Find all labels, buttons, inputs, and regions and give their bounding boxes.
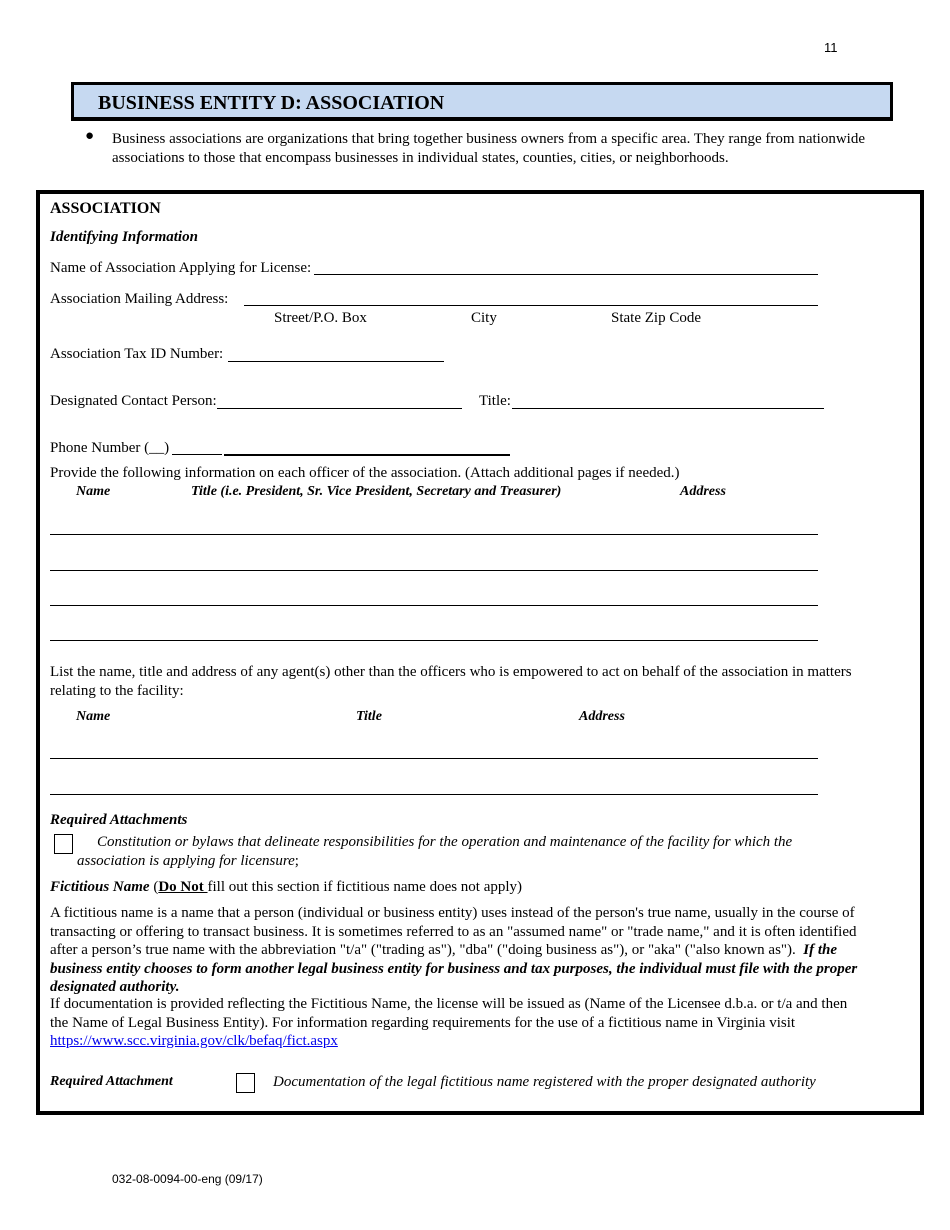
- officers-col-address: Address: [680, 484, 726, 499]
- contact-person-label: Designated Contact Person:: [50, 393, 217, 409]
- contact-person-field[interactable]: [217, 408, 462, 409]
- street-label: Street/P.O. Box: [274, 310, 367, 326]
- agent-line-1[interactable]: [50, 758, 818, 759]
- fictitious-name-heading: Fictitious Name (Do Not fill out this section if fictitious name does not apply): [50, 879, 523, 895]
- agents-col-address: Address: [579, 709, 625, 724]
- officer-line-3[interactable]: [50, 605, 818, 606]
- identifying-heading: Identifying Information: [50, 229, 198, 245]
- association-name-field[interactable]: [314, 274, 818, 275]
- page-number: 11: [824, 40, 838, 55]
- title-label: Title:: [479, 393, 511, 409]
- form-heading: ASSOCIATION: [50, 200, 161, 217]
- tax-id-label: Association Tax ID Number:: [50, 346, 224, 362]
- phone-label: Phone Number (__): [50, 440, 170, 456]
- constitution-text: Constitution or bylaws that delineate responsibilities for the operation and maintenance of the facility for which the association is applying for licensure;: [77, 834, 793, 869]
- officer-line-4[interactable]: [50, 640, 818, 641]
- officer-line-1[interactable]: [50, 534, 818, 535]
- officers-col-title: Title (i.e. President, Sr. Vice President, Secretary and Treasurer): [191, 484, 562, 499]
- title-field[interactable]: [512, 408, 824, 409]
- association-name-label: Name of Association Applying for License:: [50, 260, 312, 276]
- form-number: 032-08-0094-00-eng (09/17): [112, 1172, 263, 1186]
- fictitious-name-link[interactable]: https://www.scc.virginia.gov/clk/befaq/fict.aspx: [50, 1033, 338, 1049]
- required-attachment-label: Required Attachment: [50, 1074, 173, 1089]
- phone-field-prefix[interactable]: [172, 454, 222, 455]
- section-title-bar: [71, 82, 893, 121]
- tax-id-field[interactable]: [228, 361, 444, 362]
- state-zip-label: State Zip Code: [611, 310, 701, 326]
- city-label: City: [471, 310, 497, 326]
- agents-col-title: Title: [356, 709, 382, 724]
- officer-line-2[interactable]: [50, 570, 818, 571]
- phone-field[interactable]: [224, 454, 510, 456]
- intro-text: Business associations are organizations that bring together business owners from a specific area. They range from nationwide associations to those that encompass businesses in individual states, counties, cities, or neighborhoods.: [112, 131, 865, 166]
- bullet-icon: ●: [85, 128, 95, 144]
- fictitious-doc-checkbox[interactable]: [236, 1073, 255, 1093]
- required-attachments-heading: Required Attachments: [50, 812, 188, 828]
- page-title: BUSINESS ENTITY D: ASSOCIATION: [98, 92, 445, 114]
- agent-line-2[interactable]: [50, 794, 818, 795]
- officers-col-name: Name: [76, 484, 111, 499]
- agents-instruction: List the name, title and address of any agent(s) other than the officers who is empowered to act on behalf of the association in matters relating to the facility:: [50, 664, 852, 699]
- officers-instruction: Provide the following information on each officer of the association. (Attach additional pages if needed.): [50, 465, 680, 481]
- fictitious-license-info: If documentation is provided reflecting the Fictitious Name, the license will be issued as (Name of the Licensee d.b.a. or t/a and then the Name of Legal Business Entity). For information regarding requirements for the use of a fictitious name in Virginia visit https://www.scc.virginia.gov/clk/befaq/fict.aspx: [50, 996, 848, 1049]
- agents-col-name: Name: [76, 709, 111, 724]
- constitution-checkbox[interactable]: [54, 834, 73, 854]
- mailing-address-field[interactable]: [244, 305, 818, 306]
- mailing-address-label: Association Mailing Address:: [50, 291, 229, 307]
- fictitious-doc-text: Documentation of the legal fictitious name registered with the proper designated authority: [273, 1074, 816, 1090]
- fictitious-explanation: A fictitious name is a name that a person (individual or business entity) uses instead of the person's true name, usually in the course of transacting or offering to transact business. It is sometimes referred to as an "assumed name" or "trade name," and it is often identified after a person’s true name with the abbreviation "t/a" ("trading as"), "dba" ("doing business as"), or "aka" ("also known as"). If the business entity chooses to form another legal business entity for business and tax purposes, the individual must file with the proper designated authority.: [50, 905, 858, 995]
